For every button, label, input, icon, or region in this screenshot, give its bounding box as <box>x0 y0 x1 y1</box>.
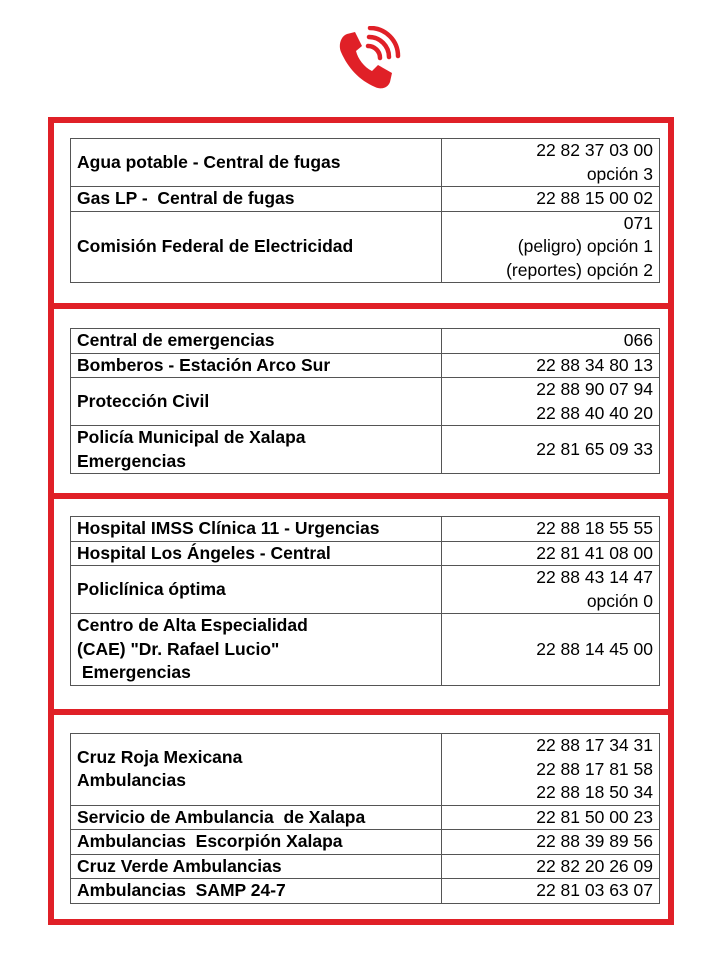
table-row <box>71 329 660 354</box>
phone-number: 22 81 50 00 23 <box>442 805 660 830</box>
section-ambulances <box>70 733 660 904</box>
section-utilities <box>70 138 660 283</box>
table-row <box>71 187 660 212</box>
phone-number: 22 88 90 07 94 22 88 40 40 20 <box>442 378 660 426</box>
table-row <box>71 541 660 566</box>
phone-number: 071 (peligro) opción 1 (reportes) opción 2 <box>442 211 660 283</box>
table-row <box>71 378 660 426</box>
phone-number: 22 82 37 03 00 opción 3 <box>442 139 660 187</box>
service-name: Cruz Verde Ambulancias <box>71 854 442 879</box>
service-name: Servicio de Ambulancia de Xalapa <box>71 805 442 830</box>
table-row <box>71 211 660 283</box>
table-row <box>71 734 660 806</box>
phone-number: 22 82 20 26 09 <box>442 854 660 879</box>
section-divider <box>54 303 668 309</box>
service-name: Hospital Los Ángeles - Central <box>71 541 442 566</box>
table-row <box>71 139 660 187</box>
phone-number: 22 88 39 89 56 <box>442 830 660 855</box>
service-name: Protección Civil <box>71 378 442 426</box>
phone-number: 22 81 03 63 07 <box>442 879 660 904</box>
service-name: Ambulancias SAMP 24-7 <box>71 879 442 904</box>
section-divider <box>54 709 668 715</box>
section-emergency-services <box>70 328 660 474</box>
service-name: Policía Municipal de Xalapa Emergencias <box>71 426 442 474</box>
phone-number: 22 88 18 55 55 <box>442 517 660 542</box>
table-row <box>71 830 660 855</box>
phone-number: 066 <box>442 329 660 354</box>
table-row <box>71 566 660 614</box>
phone-number: 22 88 14 45 00 <box>442 614 660 686</box>
phone-icon <box>335 26 405 96</box>
phone-number: 22 88 43 14 47 opción 0 <box>442 566 660 614</box>
table-row <box>71 426 660 474</box>
service-name: Hospital IMSS Clínica 11 - Urgencias <box>71 517 442 542</box>
service-name: Ambulancias Escorpión Xalapa <box>71 830 442 855</box>
table-row <box>71 854 660 879</box>
section-hospitals <box>70 516 660 686</box>
phone-number: 22 81 65 09 33 <box>442 426 660 474</box>
section-divider <box>54 493 668 499</box>
phone-number: 22 81 41 08 00 <box>442 541 660 566</box>
table-row <box>71 517 660 542</box>
phone-number: 22 88 15 00 02 <box>442 187 660 212</box>
phone-number: 22 88 34 80 13 <box>442 353 660 378</box>
table-row <box>71 353 660 378</box>
service-name: Centro de Alta Especialidad (CAE) "Dr. Rafael Lucio" Emergencias <box>71 614 442 686</box>
phone-number: 22 88 17 34 31 22 88 17 81 58 22 88 18 50 34 <box>442 734 660 806</box>
service-name: Agua potable - Central de fugas <box>71 139 442 187</box>
service-name: Central de emergencias <box>71 329 442 354</box>
service-name: Policlínica óptima <box>71 566 442 614</box>
table-row <box>71 614 660 686</box>
service-name: Bomberos - Estación Arco Sur <box>71 353 442 378</box>
table-row <box>71 879 660 904</box>
service-name: Cruz Roja Mexicana Ambulancias <box>71 734 442 806</box>
service-name: Gas LP - Central de fugas <box>71 187 442 212</box>
service-name: Comisión Federal de Electricidad <box>71 211 442 283</box>
table-row <box>71 805 660 830</box>
